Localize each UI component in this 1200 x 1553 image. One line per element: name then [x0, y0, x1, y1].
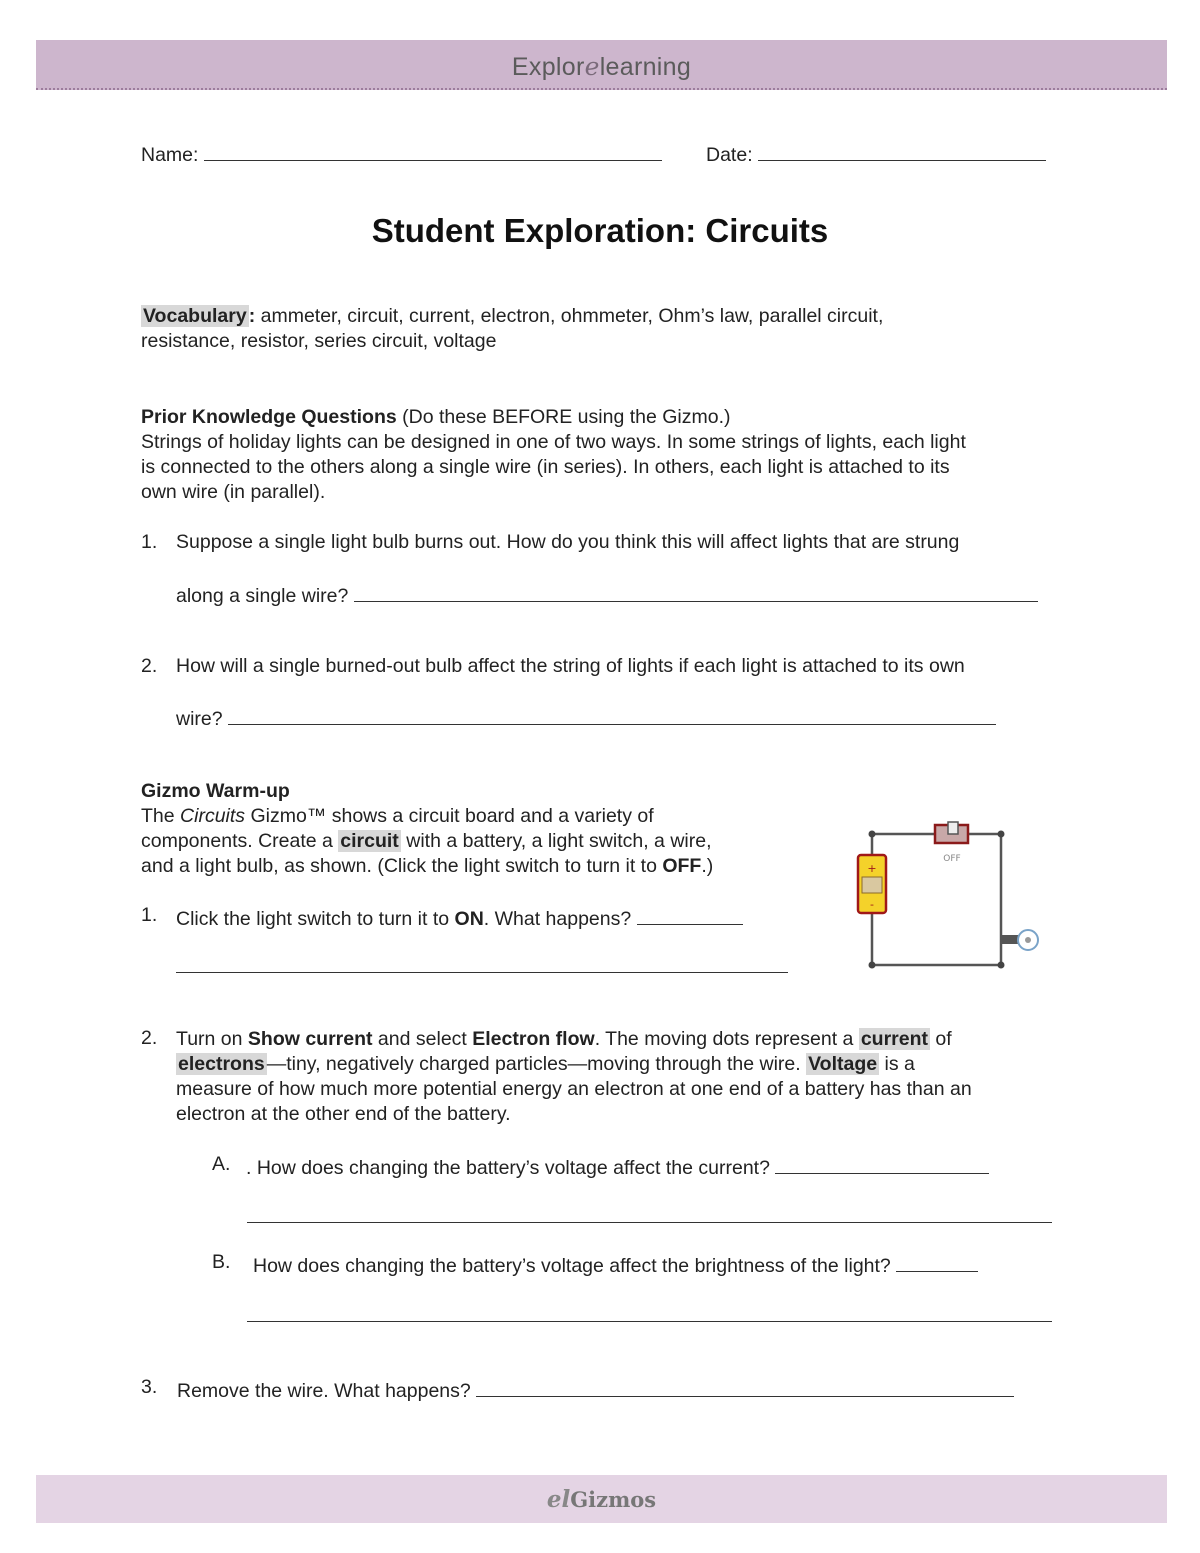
q2-l2-a: —tiny, negatively charged particles—moving through the wire. — [266, 1053, 807, 1075]
prior-intro-line-2: is connected to the others along a single wire (in series). In others, each light is attached to its — [141, 456, 950, 478]
name-label: Name: — [141, 144, 199, 166]
light-bulb-icon[interactable] — [1001, 930, 1038, 950]
q2-l2-b: is a — [879, 1053, 915, 1075]
date-label: Date: — [706, 144, 753, 166]
current-term: current — [860, 1028, 928, 1050]
q2-line-4: electron at the other end of the battery. — [176, 1103, 511, 1125]
prior-q1-answer-field[interactable] — [354, 581, 1038, 602]
q2a-answer-field[interactable] — [775, 1153, 989, 1174]
page-title: Student Exploration: Circuits — [371, 212, 829, 249]
q2a-row — [246, 1153, 989, 1180]
prior-q2-answer-row — [176, 704, 996, 731]
vocabulary-block — [141, 304, 1071, 354]
prior-q2-answer-field[interactable] — [228, 704, 996, 725]
voltage-term: Voltage — [808, 1053, 878, 1075]
name-field[interactable] — [204, 140, 662, 161]
gizmos-logo-mark: el — [546, 1486, 571, 1513]
header-band — [36, 40, 1167, 90]
vocabulary-colon: : — [248, 305, 256, 327]
q2a-answer-line-2[interactable] — [247, 1222, 1052, 1223]
warmup-line-2a: components. Create a — [141, 830, 339, 852]
q2b-answer-field[interactable] — [896, 1251, 978, 1272]
warmup-line-1a: The — [141, 805, 181, 827]
on-term: ON — [454, 908, 484, 930]
q2-l1-e: of — [930, 1028, 952, 1050]
q2-line-1 — [176, 1027, 1076, 1052]
light-switch[interactable] — [935, 822, 968, 864]
vocabulary-terms-2: resistance, resistor, series circuit, voltage — [141, 330, 497, 352]
q3-text: Remove the wire. What happens? — [177, 1380, 471, 1402]
prior-q1-answer-row — [176, 581, 1038, 608]
q2-number: 2. — [141, 1027, 158, 1049]
q2-l1-d: . The moving dots represent a — [594, 1028, 859, 1050]
q2-l1-c: and select — [372, 1028, 473, 1050]
q3-answer-field[interactable] — [476, 1376, 1014, 1397]
battery-minus: - — [870, 898, 874, 911]
warmup-line-1b: Gizmo™ shows a circuit board and a variety of — [245, 805, 654, 827]
q2-line-3: measure of how much more potential energy an electron at one end of a battery has than an — [176, 1078, 972, 1100]
warmup-q1-text-a: Click the light switch to turn it to — [176, 908, 455, 930]
q2-line-2 — [176, 1052, 1076, 1077]
warmup-line-3a: and a light bulb, as shown. (Click the light switch to turn it to — [141, 855, 663, 877]
date-field[interactable] — [758, 140, 1046, 161]
q2b-text: How does changing the battery’s voltage affect the brightness of the light? — [253, 1255, 891, 1277]
warmup-heading: Gizmo Warm-up — [141, 780, 290, 802]
date-row — [706, 140, 1046, 167]
q2a-text: . How does changing the battery’s voltage affect the current? — [246, 1157, 770, 1179]
warmup-line-1-italic: Circuits — [180, 805, 246, 827]
q2b-answer-line-2[interactable] — [247, 1321, 1052, 1322]
prior-q2-number: 2. — [141, 655, 158, 677]
q2b-row — [253, 1251, 978, 1278]
circuit-diagram — [840, 815, 1060, 980]
warmup-line-2b: with a battery, a light switch, a wire, — [400, 830, 712, 852]
warmup-q1-text-b: . What happens? — [483, 908, 632, 930]
footer-band — [36, 1475, 1167, 1523]
warmup-q1-answer-field[interactable] — [637, 904, 743, 925]
warmup-block — [141, 779, 821, 879]
battery-plus: + — [867, 862, 877, 875]
prior-knowledge-note: (Do these BEFORE using the Gizmo.) — [396, 406, 731, 428]
q2-text — [176, 1027, 1076, 1127]
q3-row — [177, 1376, 1014, 1403]
vocabulary-label: Vocabulary — [143, 305, 247, 327]
prior-intro-line-1: Strings of holiday lights can be designed in one of two ways. In some strings of lights, each light — [141, 431, 966, 453]
prior-q1-text-2: along a single wire? — [176, 585, 349, 607]
explorelearning-logo: Explorelearning — [511, 52, 692, 81]
wire-junctions — [869, 831, 1005, 969]
warmup-line-2 — [141, 829, 821, 854]
q2a-letter: A. — [212, 1153, 231, 1175]
warmup-line-3b: .) — [701, 855, 714, 877]
warmup-q1-row — [176, 904, 743, 931]
q2-l1-a: Turn on — [176, 1028, 248, 1050]
warmup-q1-number: 1. — [141, 904, 158, 926]
prior-q1-text: Suppose a single light bulb burns out. How do you think this will affect lights that are strung — [176, 531, 960, 553]
warmup-line-3 — [141, 854, 821, 879]
prior-knowledge-heading: Prior Knowledge Questions — [141, 406, 397, 428]
electron-flow-term: Electron flow — [472, 1028, 595, 1050]
warmup-line-1 — [141, 804, 821, 829]
q2b-letter: B. — [212, 1251, 231, 1273]
circuit-term: circuit — [340, 830, 399, 852]
gizmos-logo — [36, 1486, 1167, 1513]
gizmos-logo-text: Gizmos — [570, 1487, 657, 1512]
prior-knowledge-block — [141, 405, 1071, 505]
circuit-wires — [872, 834, 1001, 965]
electrons-term: electrons — [178, 1053, 265, 1075]
vocabulary-terms-1: ammeter, circuit, current, electron, ohmmeter, Ohm’s law, parallel circuit, — [255, 305, 884, 327]
prior-q1-number: 1. — [141, 531, 158, 553]
battery[interactable] — [858, 855, 886, 913]
name-row — [141, 140, 662, 167]
show-current-term: Show current — [247, 1028, 373, 1050]
prior-q2-text-2: wire? — [176, 708, 223, 730]
warmup-q1-answer-line-2[interactable] — [176, 972, 788, 973]
off-term: OFF — [662, 855, 702, 877]
switch-state-label: OFF — [943, 854, 961, 864]
prior-intro-line-3: own wire (in parallel). — [141, 481, 326, 503]
q3-number: 3. — [141, 1376, 158, 1398]
prior-q2-text: How will a single burned-out bulb affect the string of lights if each light is attached to its own — [176, 655, 965, 677]
